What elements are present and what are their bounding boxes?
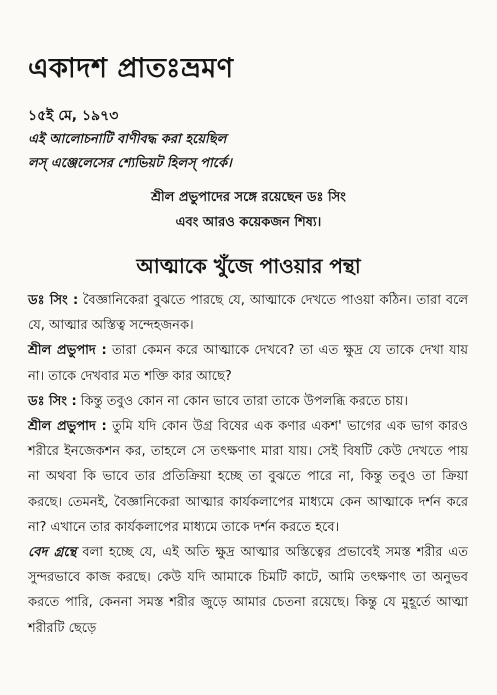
- participants-line-2: এবং আরও কয়েকজন শিষ্য।: [175, 215, 322, 230]
- dialogue-paragraph: [28, 389, 468, 414]
- dialogue-paragraph: [28, 540, 468, 641]
- recording-note-line-1: এই আলোচনাটি বাণীবদ্ধ করা হয়েছিল: [28, 132, 227, 147]
- dialogue-paragraph: [28, 338, 468, 388]
- dialogue-body: [28, 288, 468, 641]
- dialogue-text: কিন্তু তবুও কোন না কোন ভাবে তারা তাকে উপলব্ধি করতে চায়।: [76, 393, 408, 409]
- dialogue-text: তারা কেমন করে আত্মাকে দেখবে? তা এত ক্ষুদ্র যে তাকে দেখা যায় না। তাকে দেখবার মত শক্তি কার আছে?: [28, 343, 468, 384]
- recording-date: ১৫ই মে, ১৯৭৩: [28, 108, 119, 124]
- participants-line-1: শ্রীল প্রভুপাদের সঙ্গে রয়েছেন ডঃ সিং: [151, 190, 346, 205]
- speaker-label: শ্রীল প্রভুপাদ :: [28, 419, 107, 435]
- speaker-label: শ্রীল প্রভুপাদ :: [28, 343, 107, 359]
- speaker-label: ডঃ সিং :: [28, 393, 77, 409]
- recording-note-line-2: লস্ এঞ্জেলেসের শ্যেভিয়ট হিলস্ পার্কে।: [28, 156, 232, 171]
- chapter-title: একাদশ প্রাতঃভ্রমণ: [28, 53, 234, 84]
- section-heading: আত্মাকে খুঁজে পাওয়ার পন্থা: [136, 254, 361, 278]
- dialogue-text: তুমি যদি কোন উগ্র বিষের এক কণার একশ' ভাগের এক ভাগ কারও শরীরে ইনজেকশন কর, তাহলে সে তৎক্ষণাৎ মারা যায়। সেই বিষটি কেউ দেখতে পায় না অথবা কি ভাবে তার প্রতিক্রিয়া হচ্ছে তা বুঝতে পারে না, কিন্তু তবুও তা ক্রিয়া করছে। তেমনই, বৈজ্ঞানিকেরা আত্মার কার্যকলাপের মাধ্যমে কেন আত্মাকে দর্শন করে না? এখানে তার কার্যকলাপের মাধ্যমে তাকে দর্শন করতে হবে।: [28, 419, 468, 535]
- dialogue-paragraph: [28, 414, 468, 540]
- recording-info: [28, 104, 232, 176]
- dialogue-text: বৈজ্ঞানিকেরা বুঝতে পারছে যে, আত্মাকে দেখতে পাওয়া কঠিন। তারা বলে যে, আত্মার অস্তিত্ব সন্দেহজনক।: [28, 293, 469, 334]
- speaker-label: ডঃ সিং :: [28, 293, 79, 308]
- scripture-reference: বেদ গ্রন্থে: [28, 545, 77, 561]
- dialogue-text: বলা হচ্ছে যে, এই অতি ক্ষুদ্র আত্মার অস্তিত্বের প্রভাবেই সমস্ত শরীর এত সুন্দরভাবে কাজ করছে। কেউ যদি আমাকে চিমটি কাটে, আমি তৎক্ষণাৎ তা অনুভব করতে পারি, কেননা সমস্ত শরীর জুড়ে আমার চেতনা রয়েছে। কিন্তু যে মুহূর্তে আত্মা শরীরটি ছেড়ে: [28, 545, 468, 636]
- dialogue-paragraph: [28, 288, 468, 338]
- participants-note: [0, 185, 497, 235]
